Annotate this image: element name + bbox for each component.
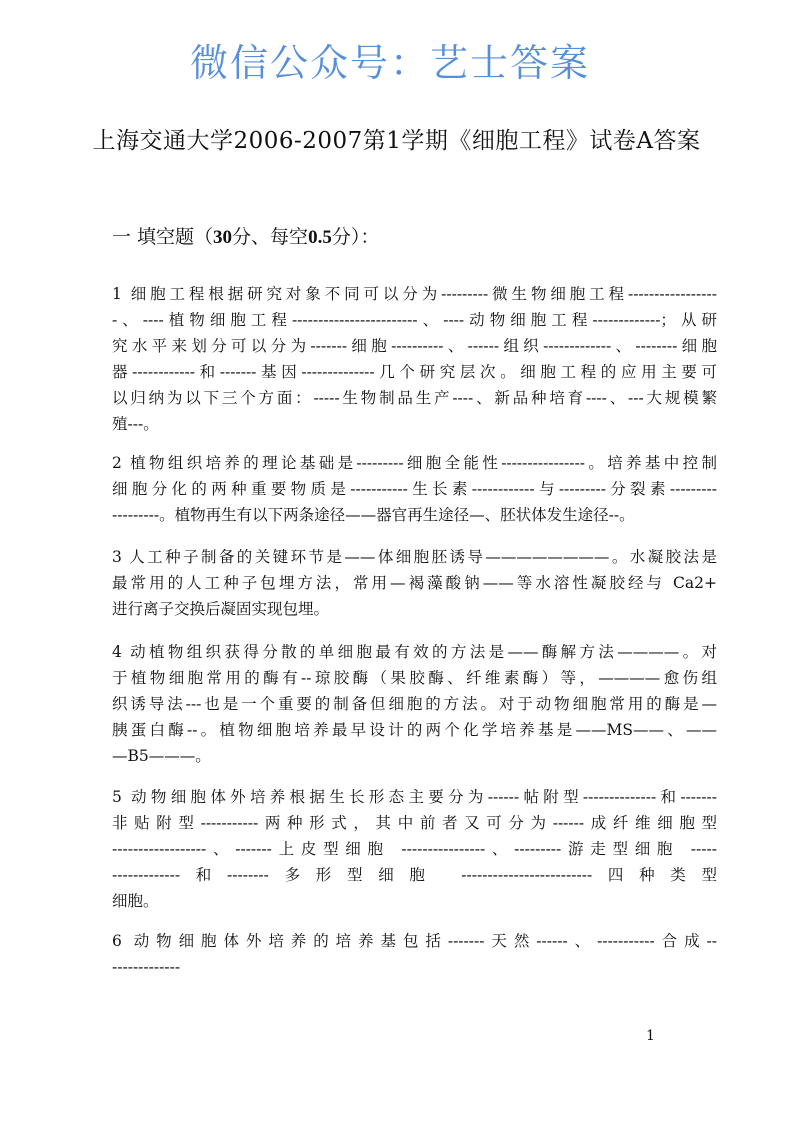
- text-line: -、----植物细胞工程------------------------、----动物细胞工程-------------；从研: [112, 311, 717, 329]
- text-line: ------------------、-------上皮型细胞 ----------------、---------游走型细胞 -----: [112, 840, 717, 858]
- text-line: 究水平来划分可以分为-------细胞----------、------组织-------------、--------细胞: [112, 337, 717, 355]
- text-line: 2 植物组织培养的理论基础是---------细胞全能性----------------。培养基中控制: [112, 454, 717, 472]
- text-line: 细胞分化的两种重要物质是-----------生长素------------与---------分裂素---------: [112, 480, 717, 498]
- text-line: 织诱导法---也是一个重要的制备但细胞的方法。对于动物细胞常用的酶是—: [112, 695, 717, 713]
- text-line: 殖---。: [112, 415, 159, 433]
- document-title: 上海交通大学2006-2007第1学期《细胞工程》试卷A答案: [92, 128, 701, 154]
- heading-prefix: 一 填空题（: [112, 226, 214, 248]
- page-number: 1: [646, 1028, 655, 1044]
- text-line: 6 动物细胞体外培养的培养基包括-------天然------、-----------合成--: [112, 932, 717, 950]
- text-line: 最常用的人工种子包埋方法，常用—褐藻酸钠——等水溶性凝胶经与 Ca2+: [112, 574, 717, 592]
- question-6: [112, 928, 717, 980]
- text-line: 器------------和-------基因--------------几个研究层次。细胞工程的应用主要可: [112, 363, 717, 381]
- heading-score: 30: [213, 227, 233, 248]
- question-1: [112, 281, 717, 437]
- text-line: ---------。植物再生有以下两条途径——器官再生途径—、胚状体发生途径--。: [112, 506, 635, 524]
- text-line: 以归纳为以下三个方面：-----生物制品生产----、新品种培育----、---大规模繁: [112, 389, 717, 407]
- text-line: 3 人工种子制备的关键环节是——体细胞胚诱导————————。水凝胶法是: [112, 548, 717, 566]
- text-line: 非贴附型-----------两种形式，其中前者又可分为------成纤维细胞型: [112, 814, 717, 832]
- question-4: [112, 639, 717, 769]
- text-line: 进行离子交换后凝固实现包埋。: [112, 600, 330, 618]
- question-3: [112, 544, 717, 622]
- text-line: 胰蛋白酶--。植物细胞培养最早设计的两个化学培养基是——MS——、——: [112, 721, 717, 739]
- heading-per-blank: 0.5: [308, 227, 332, 248]
- text-line: -------------和--------多形型细胞 -------------------------四种类型: [112, 866, 717, 884]
- text-line: 于植物细胞常用的酶有--琼胶酶（果胶酶、纤维素酶）等，————愈伤组: [112, 669, 717, 687]
- text-line: 4 动植物组织获得分散的单细胞最有效的方法是——酶解方法————。对: [112, 643, 717, 661]
- question-2: [112, 450, 717, 528]
- text-line: —B5———。: [112, 747, 211, 765]
- heading-mid: 分、每空: [232, 226, 309, 248]
- text-line: 1 细胞工程根据研究对象不同可以分为---------微生物细胞工程-----------------: [112, 285, 717, 303]
- heading-suffix: 分）：: [331, 226, 380, 248]
- text-line: 细胞。: [112, 892, 159, 910]
- question-5: [112, 784, 717, 914]
- text-line: -------------: [112, 958, 181, 976]
- text-line: 5 动物细胞体外培养根据生长形态主要分为------帖附型--------------和-------: [112, 788, 717, 806]
- watermark: 微信公众号：艺士答案: [190, 41, 591, 85]
- section-heading: [112, 222, 379, 249]
